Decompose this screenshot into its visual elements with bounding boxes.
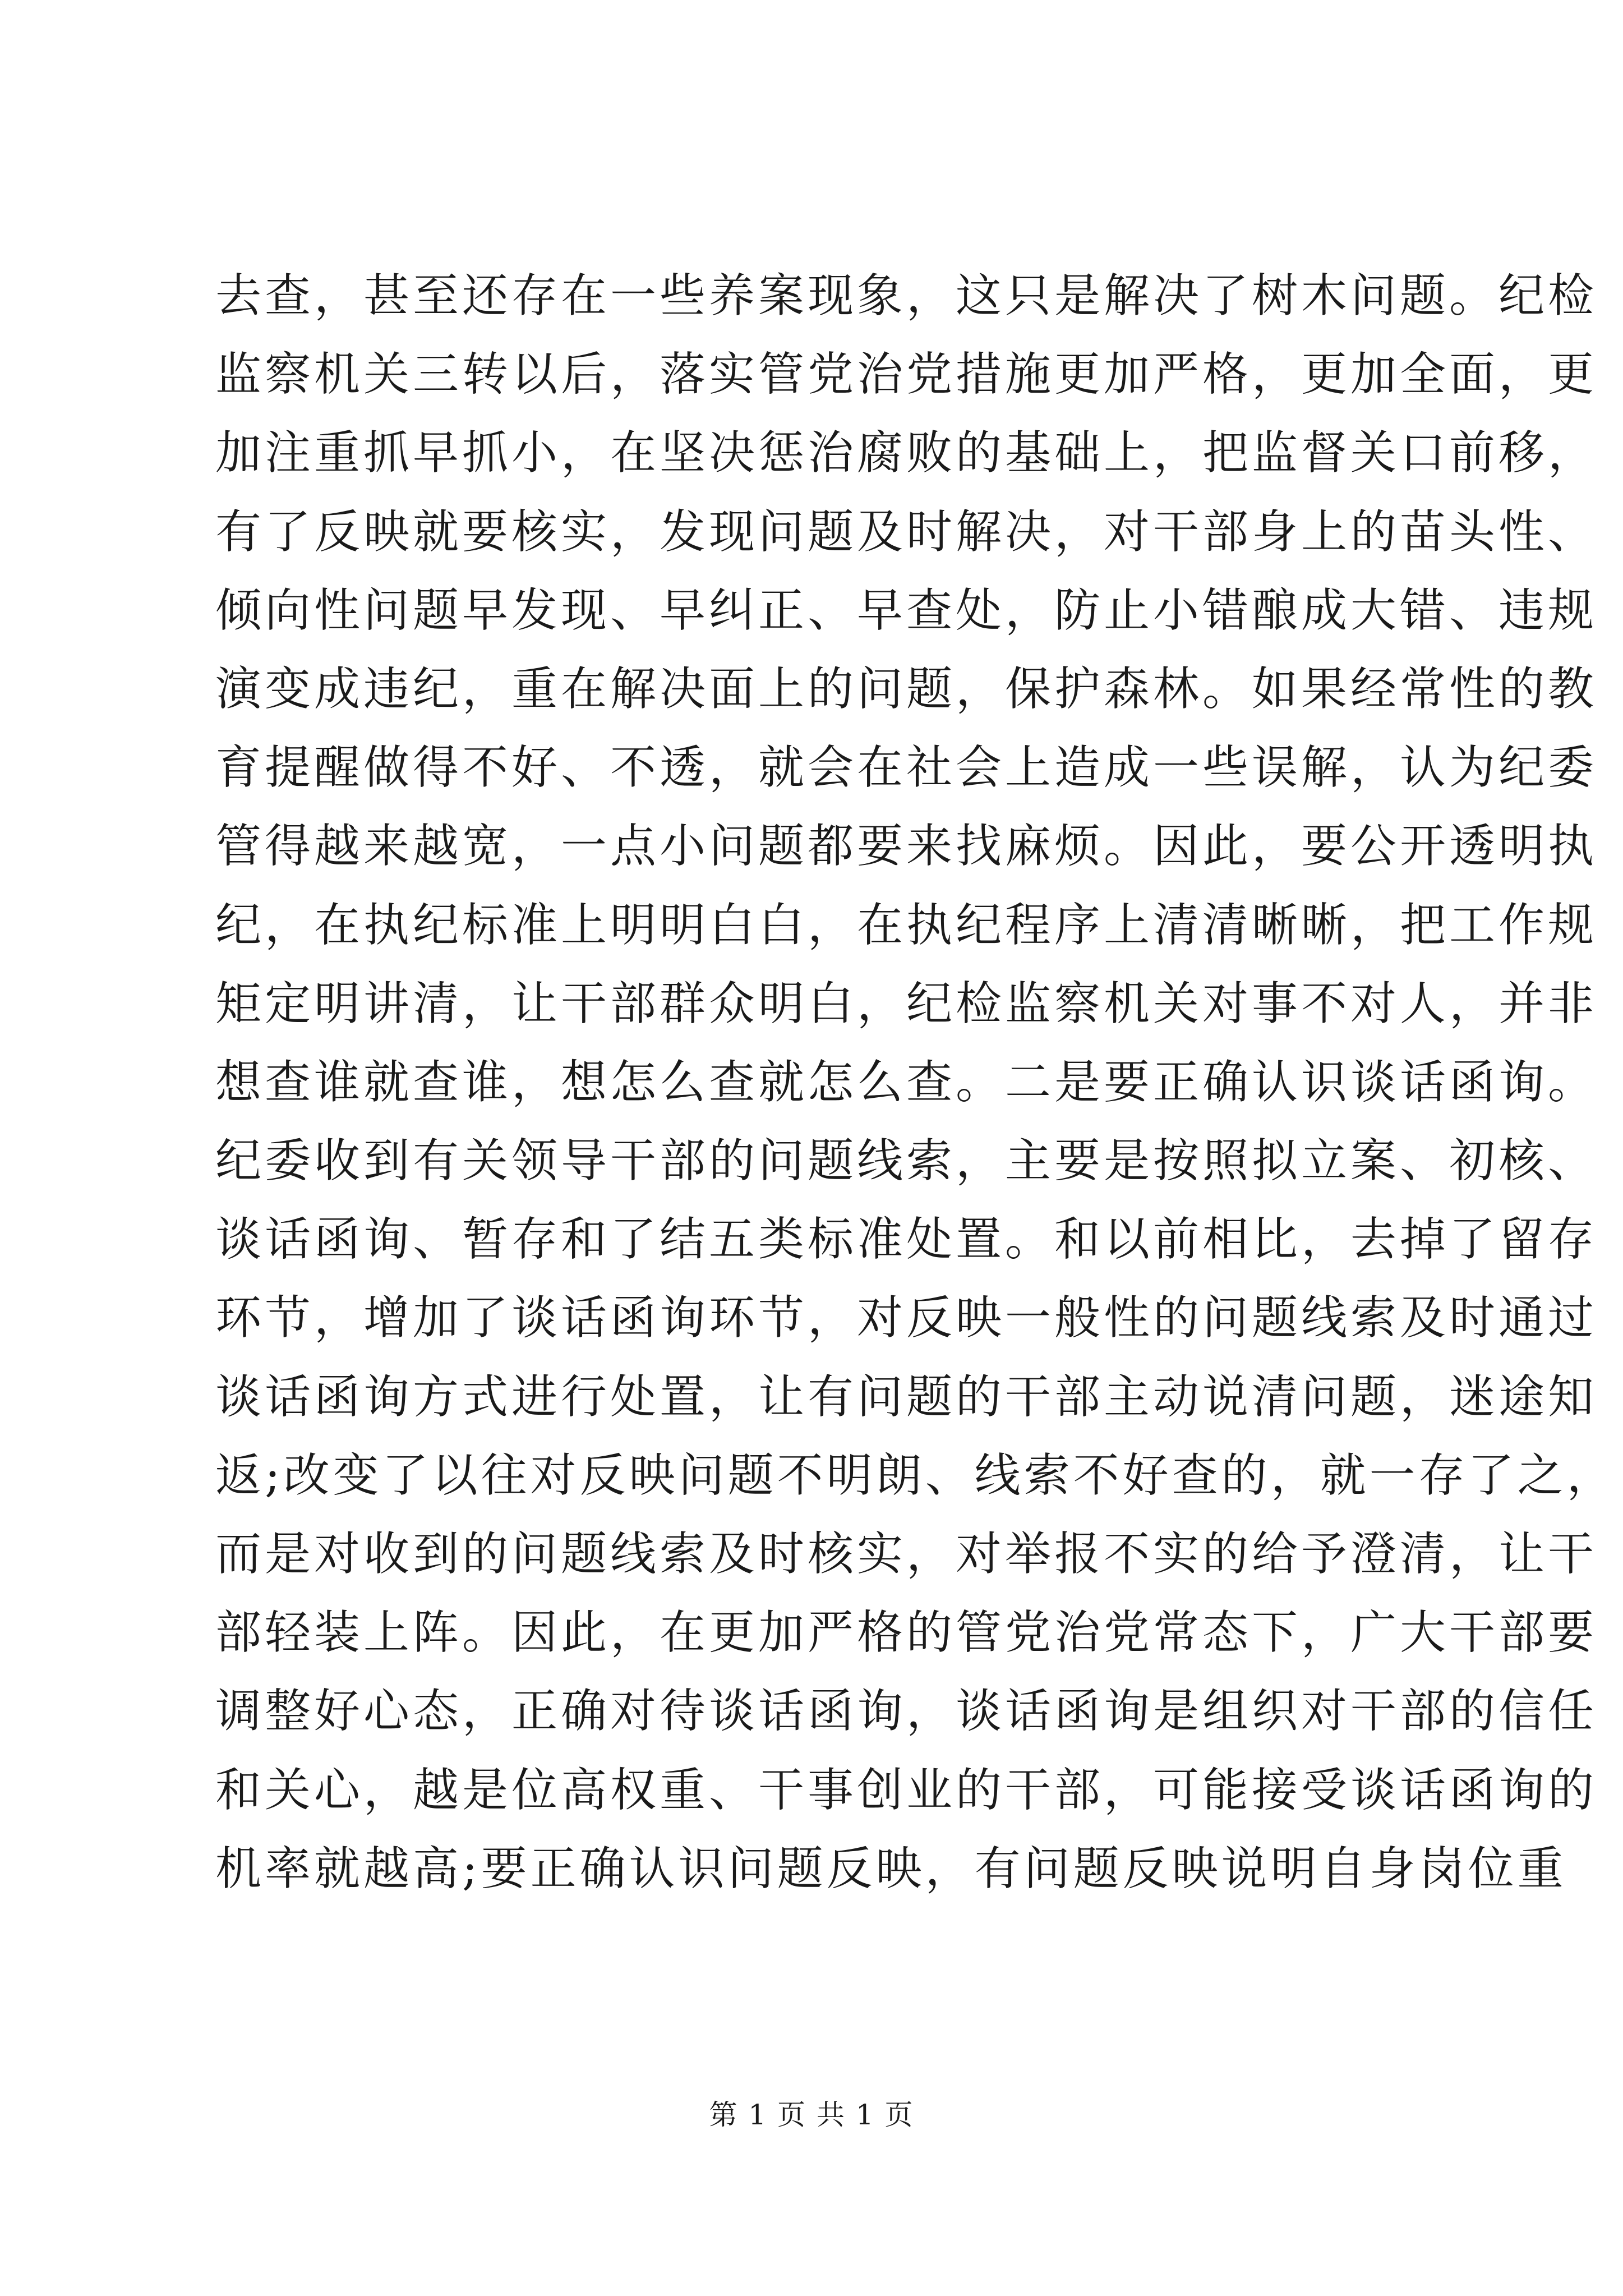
text-line: 和关心，越是位高权重、干事创业的干部，可能接受谈话函询的 <box>215 1763 1598 1817</box>
text-line: 调整好心态，正确对待谈话函询，谈话函询是组织对干部的信任 <box>215 1685 1598 1738</box>
text-line: 返;改变了以往对反映问题不明朗、线索不好查的，就一存了之， <box>215 1448 1616 1502</box>
text-line: 而是对收到的问题线索及时核实，对举报不实的给予澄清，让干 <box>215 1527 1598 1581</box>
text-line: 矩定明讲清，让干部群众明白，纪检监察机关对事不对人，并非 <box>215 977 1598 1030</box>
text-line: 育提醒做得不好、不透，就会在社会上造成一些误解，认为纪委 <box>215 741 1598 795</box>
text-line: 纪，在执纪标准上明明白白，在执纪程序上清清晰晰，把工作规 <box>215 898 1598 952</box>
text-line: 纪委收到有关领导干部的问题线索，主要是按照拟立案、初核、 <box>215 1134 1598 1188</box>
text-line: 倾向性问题早发现、早纠正、早查处，防止小错酿成大错、违规 <box>215 583 1598 637</box>
text-line: 谈话函询方式进行处置，让有问题的干部主动说清问题，迷途知 <box>215 1370 1598 1424</box>
text-line: 部轻装上阵。因此，在更加严格的管党治党常态下，广大干部要 <box>215 1606 1598 1660</box>
text-line: 去查，甚至还存在一些养案现象，这只是解决了树木问题。纪检 <box>215 269 1598 323</box>
page-footer: 第 1 页 共 1 页 <box>709 2099 914 2131</box>
text-line: 管得越来越宽，一点小问题都要来找麻烦。因此，要公开透明执 <box>215 820 1598 873</box>
text-line: 机率就越高;要正确认识问题反映，有问题反映说明自身岗位重 <box>215 1842 1567 1895</box>
text-line: 演变成违纪，重在解决面上的问题，保护森林。如果经常性的教 <box>215 662 1598 716</box>
text-line: 环节，增加了谈话函询环节，对反映一般性的问题线索及时通过 <box>215 1291 1598 1345</box>
text-line: 想查谁就查谁，想怎么查就怎么查。二是要正确认识谈话函询。 <box>215 1055 1598 1109</box>
text-line: 监察机关三转以后，落实管党治党措施更加严格，更加全面，更 <box>215 348 1598 402</box>
text-line: 谈话函询、暂存和了结五类标准处置。和以前相比，去掉了留存 <box>215 1213 1598 1267</box>
text-line: 有了反映就要核实，发现问题及时解决，对干部身上的苗头性、 <box>215 505 1598 559</box>
text-line: 加注重抓早抓小，在坚决惩治腐败的基础上，把监督关口前移， <box>215 426 1598 480</box>
body-text <box>215 257 1616 1908</box>
